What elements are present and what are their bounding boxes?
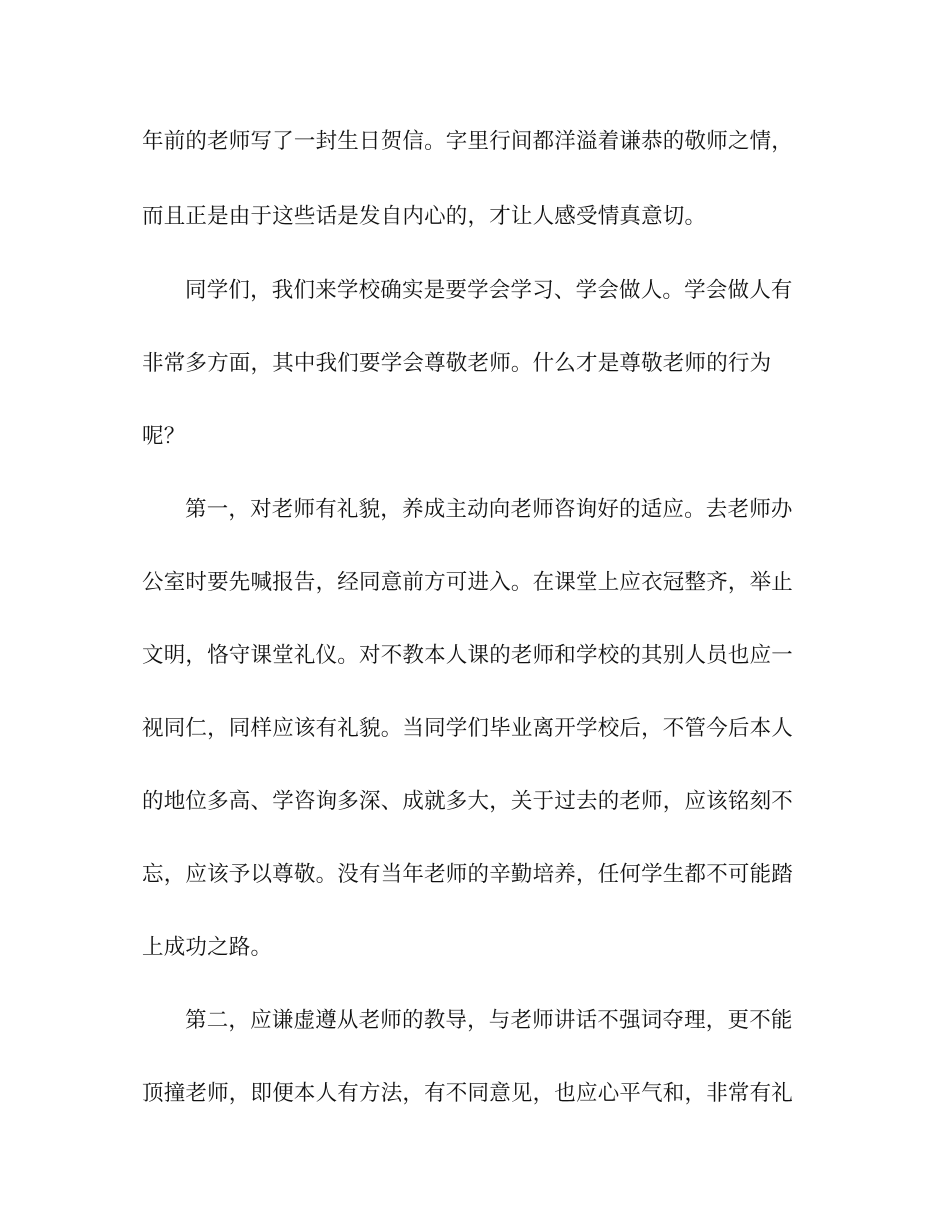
text-line-11: 忘，应该予以尊敬。没有当年老师的辛勤培养，任何学生都不可能踏 [142, 862, 794, 887]
text-line-5: 呢？ [142, 424, 186, 449]
text-line-2: 而且正是由于这些话是发自内心的，才让人感受情真意切。 [142, 204, 707, 229]
text-line-4: 非常多方面，其中我们要学会尊敬老师。什么才是尊敬老师的行为 [142, 351, 772, 376]
text-line-7: 公室时要先喊报告，经同意前方可进入。在课堂上应衣冠整齐，举止 [142, 570, 794, 595]
text-line-14: 顶撞老师，即便本人有方法，有不同意见，也应心平气和，非常有礼 [142, 1081, 794, 1106]
text-line-6: 第一，对老师有礼貌，养成主动向老师咨询好的适应。去老师办 [185, 497, 793, 522]
text-line-10: 的地位多高、学咨询多深、成就多大，关于过去的老师，应该铭刻不 [142, 789, 794, 814]
text-line-9: 视同仁，同样应该有礼貌。当同学们毕业离开学校后，不管今后本人 [142, 716, 794, 741]
text-line-13: 第二，应谦虚遵从老师的教导，与老师讲话不强词夺理，更不能 [185, 1008, 793, 1033]
text-line-8: 文明，恪守课堂礼仪。对不教本人课的老师和学校的其别人员也应一 [142, 643, 794, 668]
text-line-3: 同学们，我们来学校确实是要学会学习、学会做人。学会做人有 [185, 278, 793, 303]
text-line-12: 上成功之路。 [142, 935, 273, 960]
text-line-1: 年前的老师写了一封生日贺信。字里行间都洋溢着谦恭的敬师之情， [142, 129, 794, 154]
